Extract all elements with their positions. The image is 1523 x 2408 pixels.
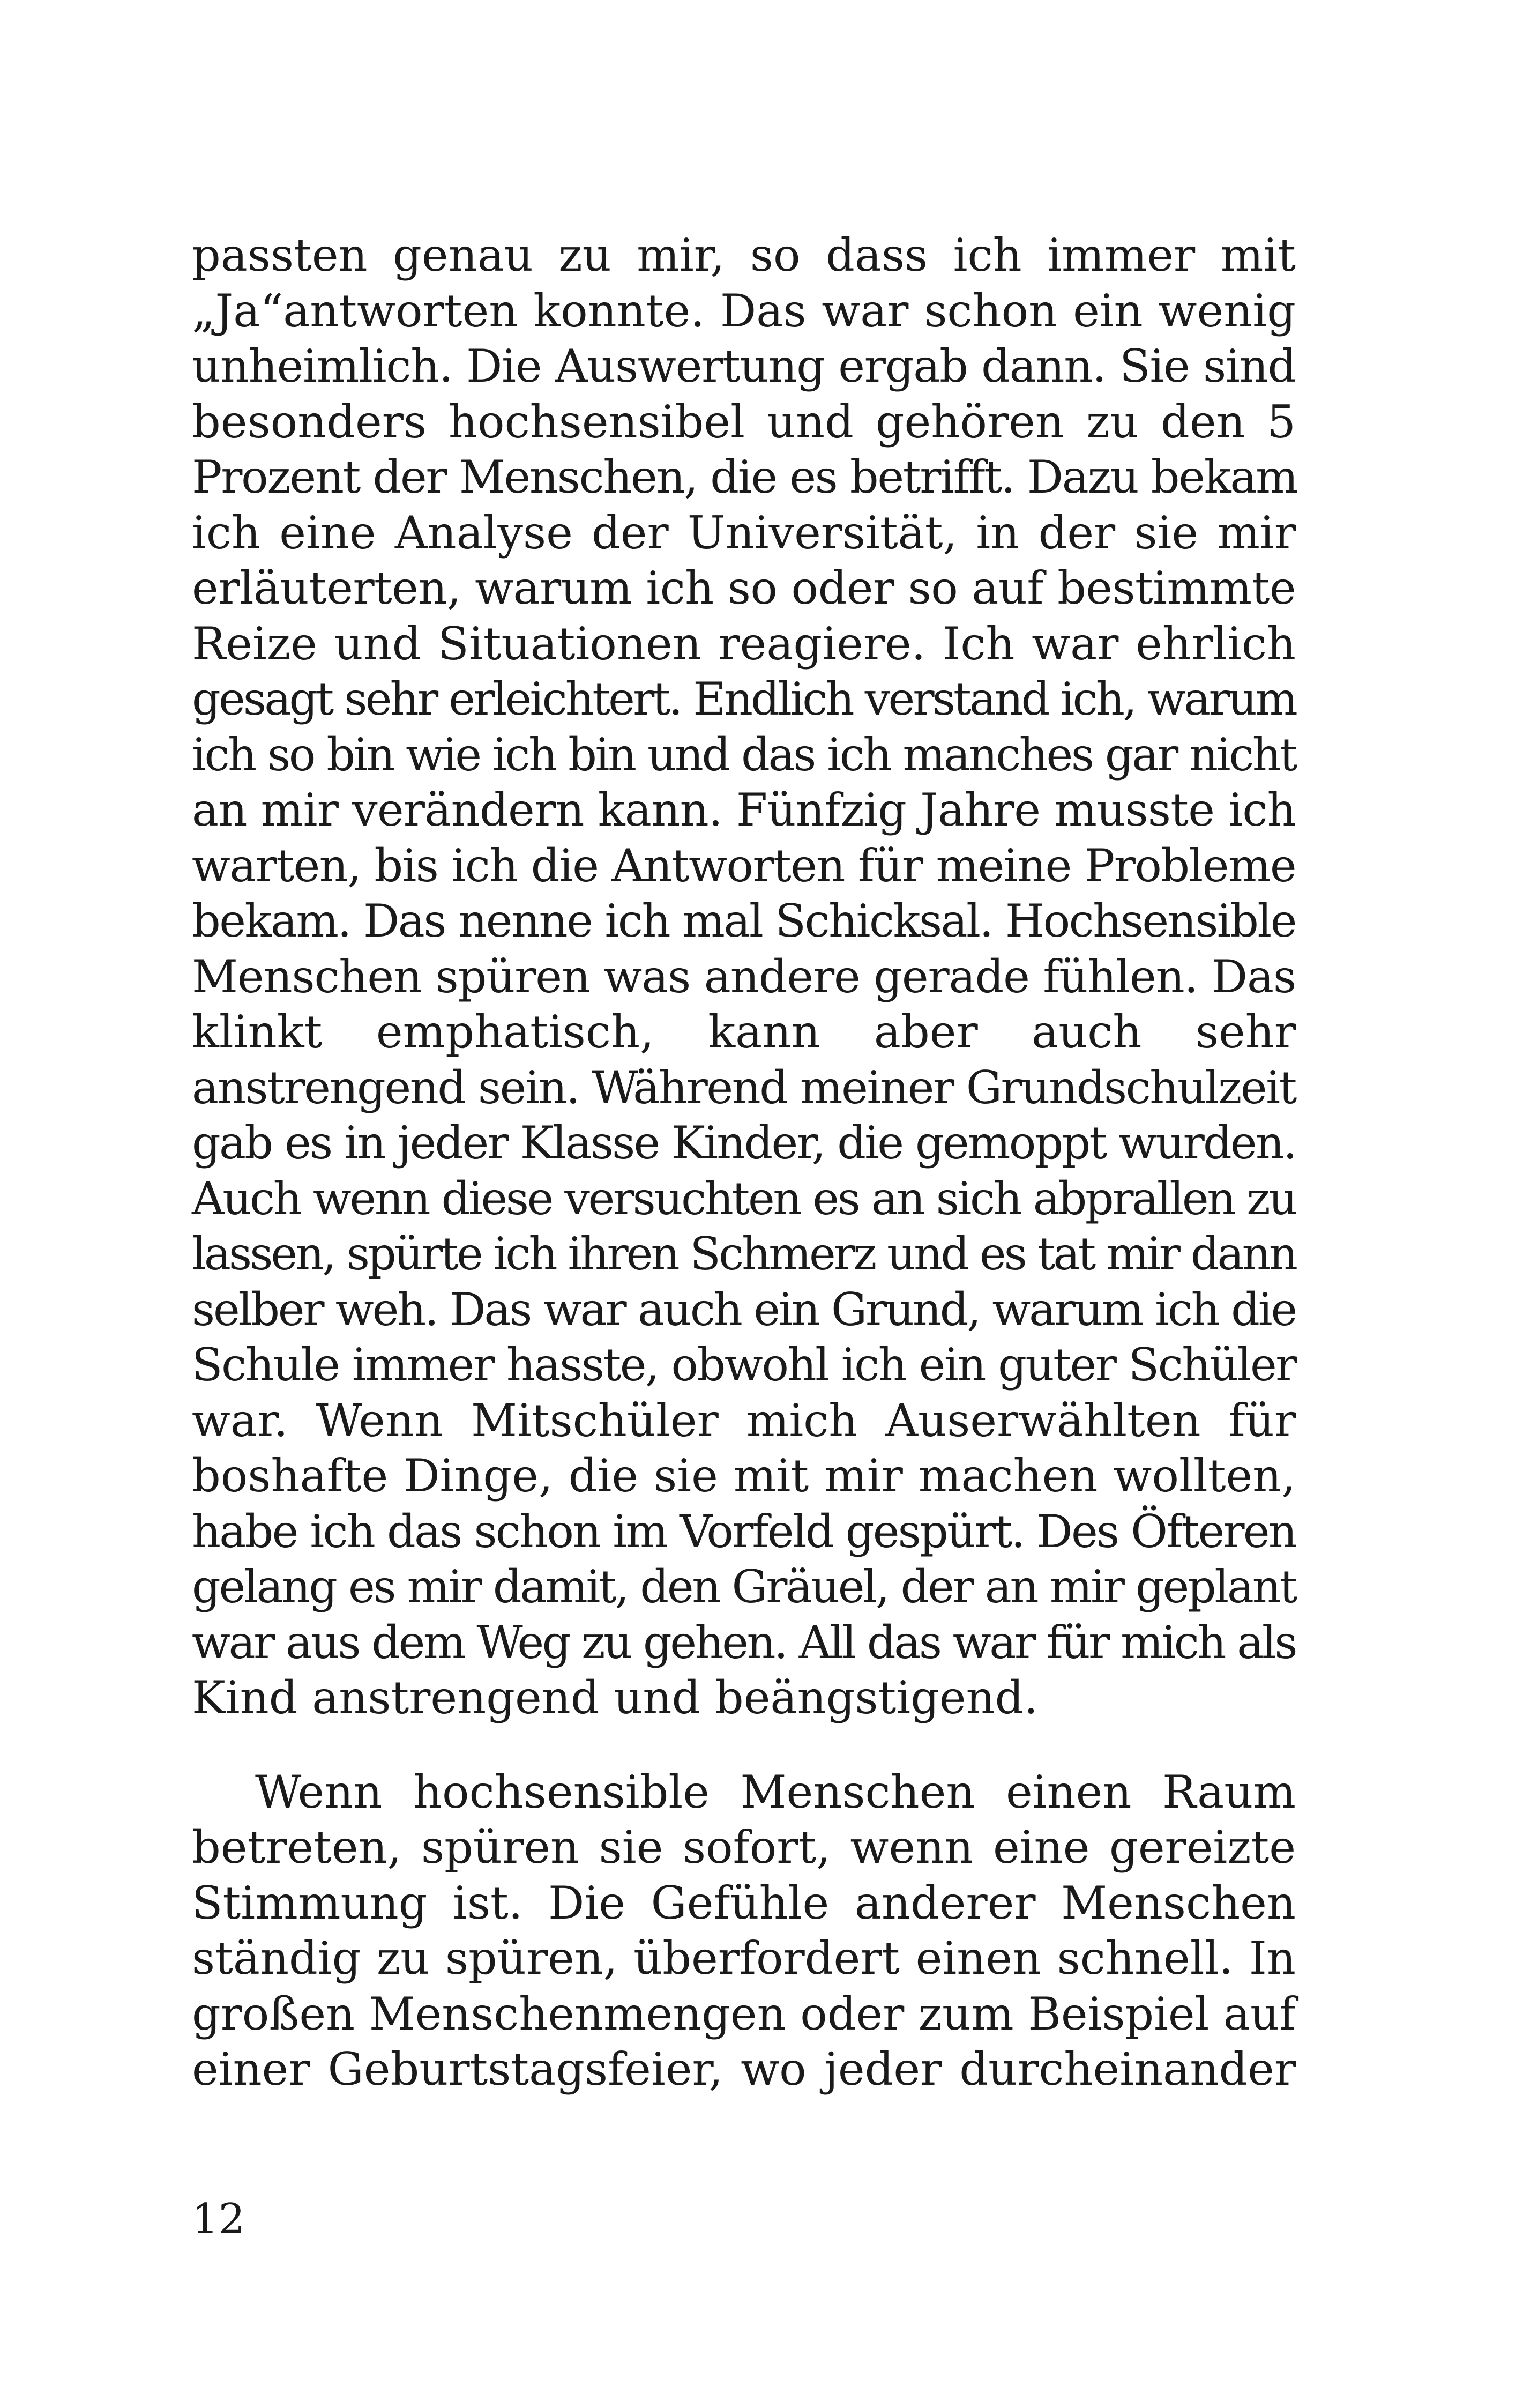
text-line: ständig zu spüren, überfordert einen schnell. In: [192, 1932, 1296, 1985]
text-line: einer Geburtstagsfeier, wo jeder durcheinander: [192, 2043, 1296, 2095]
text-line: gesagt sehr erleichtert. Endlich verstand ich, warum: [192, 673, 1296, 725]
paragraph-gap: [192, 1726, 1296, 1765]
text-line: warten, bis ich die Antworten für meine Probleme: [192, 839, 1296, 892]
text-line: gab es in jeder Klasse Kinder, die gemoppt wurden.: [192, 1117, 1296, 1169]
text-line: war aus dem Weg zu gehen. All das war für mich als: [192, 1616, 1296, 1669]
text-line: an mir verändern kann. Fünfzig Jahre musste ich: [192, 784, 1296, 836]
text-line: Menschen spüren was andere gerade fühlen. Das: [192, 950, 1296, 1003]
text-line: ich eine Analyse der Universität, in der sie mir: [192, 506, 1296, 559]
text-line: betreten, spüren sie sofort, wenn eine gereizte: [192, 1821, 1296, 1874]
text-line: Stimmung ist. Die Gefühle anderer Menschen: [192, 1876, 1296, 1929]
text-line: gelang es mir damit, den Gräuel, der an mir geplant: [192, 1560, 1296, 1613]
paragraph: [192, 1765, 1296, 2098]
text-line: Prozent der Menschen, die es betrifft. Dazu bekam: [192, 451, 1297, 503]
text-line: Wenn hochsensible Menschen einen Raum: [255, 1765, 1296, 1818]
text-line: passten genau zu mir, so dass ich immer mit: [192, 229, 1296, 281]
body-text: [192, 228, 1296, 2098]
text-line: boshafte Dinge, die sie mit mir machen wollten,: [192, 1450, 1296, 1502]
text-line: Schule immer hasste, obwohl ich ein guter Schüler: [192, 1339, 1296, 1391]
text-line: war. Wenn Mitschüler mich Auserwählten für: [192, 1394, 1296, 1447]
text-line: selber weh. Das war auch ein Grund, warum ich die: [192, 1283, 1296, 1336]
text-line: Reize und Situationen reagiere. Ich war ehrlich: [192, 617, 1296, 670]
text-line: habe ich das schon im Vorfeld gespürt. Des Öfteren: [192, 1505, 1296, 1558]
text-line: klinkt emphatisch, kann aber auch sehr: [192, 1006, 1296, 1058]
text-line: Kind anstrengend und beängstigend.: [192, 1671, 1039, 1724]
paragraph: [192, 228, 1296, 1726]
text-line: unheimlich. Die Auswertung ergab dann. Sie sind: [192, 340, 1296, 392]
page-number: 12: [192, 2195, 245, 2243]
text-line: „Ja“antworten konnte. Das war schon ein wenig: [192, 284, 1296, 337]
text-line: großen Menschenmengen oder zum Beispiel auf: [192, 1987, 1296, 2040]
text-line: besonders hochsensibel und gehören zu den 5: [192, 395, 1296, 448]
text-line: Auch wenn diese versuchten es an sich abprallen zu: [192, 1172, 1296, 1225]
text-line: ich so bin wie ich bin und das ich manches gar nicht: [192, 728, 1296, 781]
text-line: anstrengend sein. Während meiner Grundschulzeit: [192, 1061, 1296, 1114]
text-line: lassen, spürte ich ihren Schmerz und es tat mir dann: [192, 1228, 1296, 1280]
text-line: bekam. Das nenne ich mal Schicksal. Hochsensible: [192, 895, 1296, 947]
text-line: erläuterten, warum ich so oder so auf bestimmte: [192, 562, 1296, 614]
